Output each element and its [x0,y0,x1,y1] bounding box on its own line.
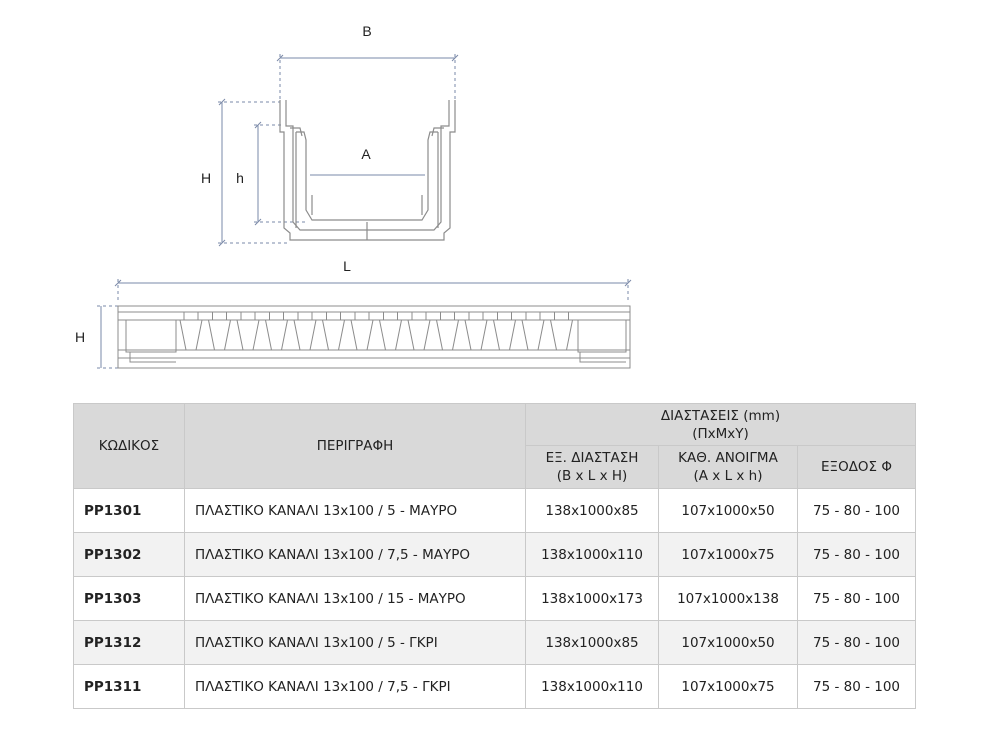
row-code: PP1303 [74,577,185,621]
row-outlet: 75 - 80 - 100 [798,621,916,665]
channel-rib [237,320,259,350]
channel-rib [380,320,402,350]
dimension-h-side [97,306,120,368]
row-code: PP1312 [74,621,185,665]
cross-section-view [201,23,458,246]
channel-rib [351,320,373,350]
channel-slot [298,312,312,320]
channel-rib [209,320,231,350]
row-outer: 138x1000x110 [526,665,659,709]
row-outer: 138x1000x85 [526,621,659,665]
row-opening: 107x1000x50 [659,489,798,533]
dimension-l [115,279,631,300]
row-outlet: 75 - 80 - 100 [798,577,916,621]
channel-slot [526,312,540,320]
table-row [74,665,916,709]
side-view [75,258,631,368]
table-row [74,489,916,533]
dimension-h-inner [254,122,305,225]
row-opening: 107x1000x138 [659,577,798,621]
row-opening: 107x1000x50 [659,621,798,665]
channel-profile [280,100,455,240]
channel-slot [441,312,455,320]
header-outer-formula: (B x L x H) [556,468,628,484]
channel-rib [323,320,345,350]
channel-slot [270,312,284,320]
channel-slot [327,312,341,320]
label-l: L [343,258,351,274]
header-opening-formula: (A x L x h) [693,468,763,484]
channel-rib [465,320,487,350]
header-outlet: ΕΞΟΔΟΣ Φ [798,446,916,489]
row-code: PP1301 [74,489,185,533]
table-row [74,621,916,665]
row-description: ΠΛΑΣΤΙΚΟ ΚΑΝΑΛΙ 13x100 / 5 - ΓΚΡΙ [185,621,526,665]
row-opening: 107x1000x75 [659,533,798,577]
header-dimensions-units: (ΠxMxY) [692,425,749,442]
channel-slot [213,312,227,320]
row-description: ΠΛΑΣΤΙΚΟ ΚΑΝΑΛΙ 13x100 / 7,5 - ΜΑΥΡΟ [185,533,526,577]
header-dimensions-title: ΔΙΑΣΤΑΣΕΙΣ (mm) [660,407,781,424]
header-opening-title: ΚΑΘ. ΑΝΟΙΓΜΑ [678,450,778,466]
label-a: A [361,146,371,162]
row-opening: 107x1000x75 [659,665,798,709]
channel-rib [522,320,544,350]
channel-slot [184,312,198,320]
row-outer: 138x1000x173 [526,577,659,621]
label-h-outer: H [200,170,212,186]
dimension-h-outer [218,99,290,246]
row-outer: 138x1000x85 [526,489,659,533]
table-header-row [74,404,916,446]
label-h-inner: h [236,170,244,186]
table-row [74,577,916,621]
channel-rib [551,320,573,350]
label-b: B [362,23,372,39]
header-code: ΚΩΔΙΚΟΣ [74,404,185,489]
channel-side-body [118,306,630,368]
row-outlet: 75 - 80 - 100 [798,533,916,577]
row-description: ΠΛΑΣΤΙΚΟ ΚΑΝΑΛΙ 13x100 / 7,5 - ΓΚΡΙ [185,665,526,709]
header-opening [659,446,798,489]
row-outer: 138x1000x110 [526,533,659,577]
row-code: PP1302 [74,533,185,577]
header-description: ΠΕΡΙΓΡΑΦΗ [185,404,526,489]
channel-slot [241,312,255,320]
channel-rib [437,320,459,350]
label-h-side: H [74,329,86,345]
channel-slot [555,312,569,320]
header-outer-title: ΕΞ. ΔΙΑΣΤΑΣΗ [545,450,639,466]
channel-slot [469,312,483,320]
table-row [74,533,916,577]
row-description: ΠΛΑΣΤΙΚΟ ΚΑΝΑΛΙ 13x100 / 5 - ΜΑΥΡΟ [185,489,526,533]
channel-slot [498,312,512,320]
dimension-b [277,54,458,125]
row-outlet: 75 - 80 - 100 [798,489,916,533]
row-outlet: 75 - 80 - 100 [798,665,916,709]
channel-rib [494,320,516,350]
channel-slot [412,312,426,320]
header-outer-dimension [526,446,659,489]
spec-table [73,403,916,709]
header-dimensions [526,404,916,446]
channel-rib [294,320,316,350]
channel-slot [384,312,398,320]
channel-rib [180,320,202,350]
channel-slot [355,312,369,320]
row-code: PP1311 [74,665,185,709]
channel-ribs [180,312,573,350]
row-description: ΠΛΑΣΤΙΚΟ ΚΑΝΑΛΙ 13x100 / 15 - ΜΑΥΡΟ [185,577,526,621]
channel-rib [266,320,288,350]
channel-rib [408,320,430,350]
